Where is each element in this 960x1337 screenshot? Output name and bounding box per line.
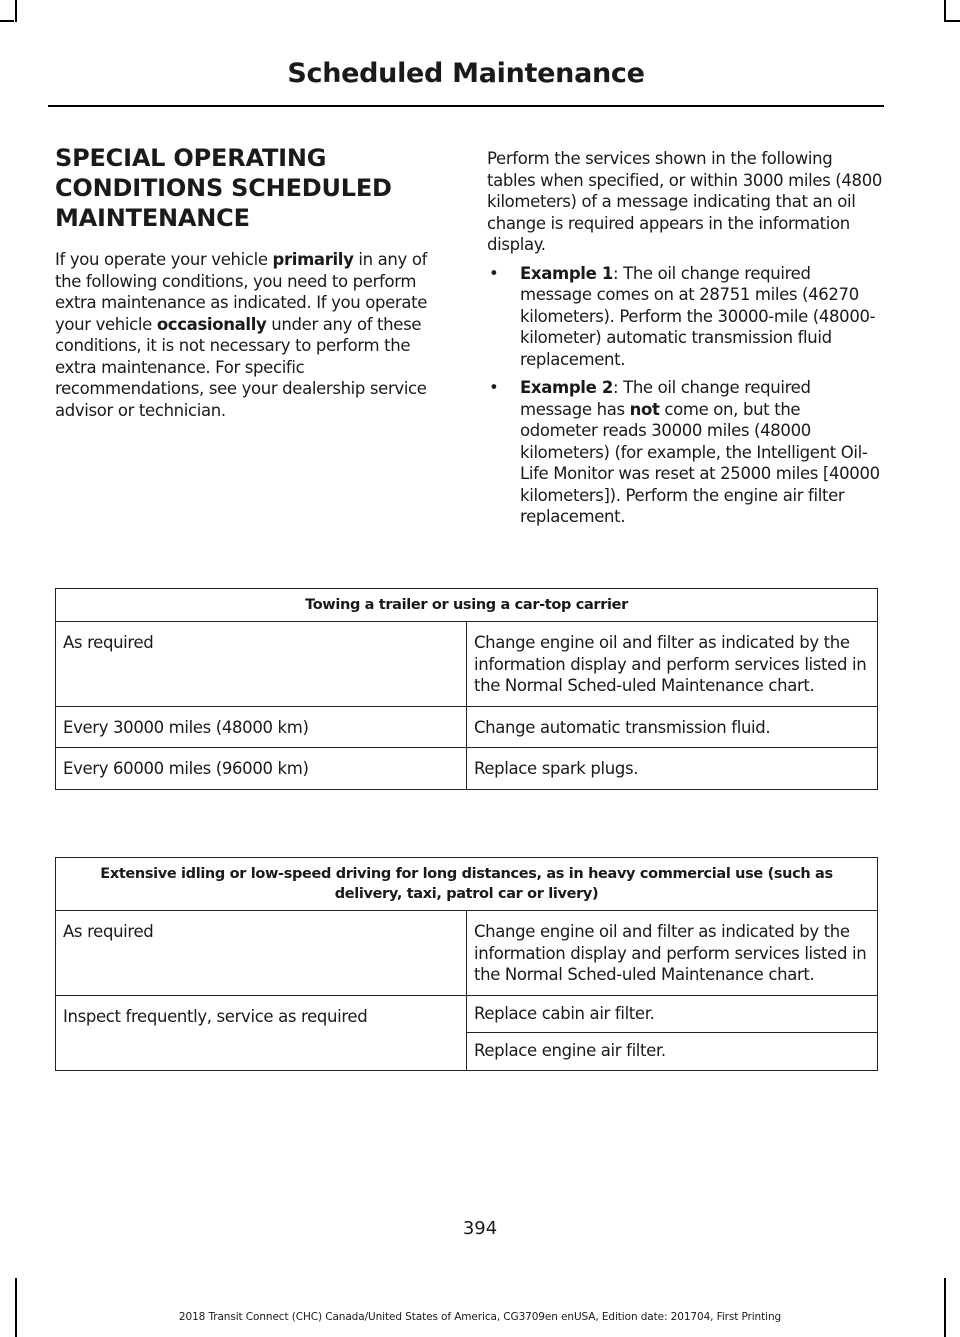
crop-mark-top-right	[944, 0, 946, 22]
emphasis-primarily: primarily	[272, 250, 354, 269]
example-1-label: Example 1	[520, 263, 613, 283]
table-title: Towing a trailer or using a car-top carrier	[56, 589, 878, 622]
page-number: 394	[462, 1218, 498, 1239]
example-1-text: : The oil change required message comes on at 28751 miles (46270 kilometers). Perform the 30000-mile (48000-kilometer) automatic transmission fluid replacement.	[520, 263, 876, 369]
header-rule	[48, 105, 884, 107]
table-row	[56, 748, 878, 790]
action-cell: Replace spark plugs.	[467, 748, 878, 790]
towing-maintenance-table	[55, 588, 878, 790]
table-title: Extensive idling or low-speed driving for long distances, as in heavy commercial use (such as delivery, taxi, patrol car or livery)	[56, 858, 878, 911]
section-heading-line-2: CONDITIONS SCHEDULED	[55, 174, 392, 202]
example-2-label: Example 2	[520, 378, 613, 397]
interval-cell: Every 30000 miles (48000 km)	[56, 706, 467, 748]
section-heading-line-3: MAINTENANCE	[55, 204, 250, 232]
examples-list	[487, 263, 882, 528]
action-cell: Change automatic transmission fluid.	[467, 706, 878, 748]
interval-cell: Inspect frequently, service as required	[56, 995, 467, 1070]
example-2-item: • Example 2: The oil change required message has not come on, but the odometer reads 30000 miles (48000 kilometers) (for example, the Intelligent Oil-Life Monitor was reset at 25000 miles [40000 kilometers]). Perform the engine air filter replacement.	[489, 378, 880, 526]
idling-maintenance-table	[55, 857, 878, 1071]
table-row	[56, 995, 878, 1033]
right-column	[487, 148, 882, 535]
example-1-item	[487, 263, 882, 371]
action-cell: Change engine oil and filter as indicated by the information display and perform services listed in the Normal Sched-uled Maintenance chart.	[467, 622, 878, 707]
crop-mark-bottom-left	[15, 1278, 17, 1337]
table-row	[56, 911, 878, 996]
crop-mark-top-left	[15, 0, 17, 22]
action-cell: Change engine oil and filter as indicated by the information display and perform services listed in the Normal Sched-uled Maintenance chart.	[467, 911, 878, 996]
emphasis-not: not	[629, 399, 660, 419]
table-row	[56, 706, 878, 748]
section-heading-line-1: SPECIAL OPERATING	[55, 144, 327, 172]
action-cell: Replace cabin air filter.	[467, 995, 878, 1033]
interval-cell: Every 60000 miles (96000 km)	[56, 748, 467, 790]
emphasis-occasionally: occasionally	[156, 314, 267, 334]
page-header-title: Scheduled Maintenance	[287, 58, 645, 89]
section-heading	[55, 143, 450, 233]
interval-cell: As required	[56, 911, 467, 996]
services-paragraph: Perform the services shown in the following tables when specified, or within 3000 miles (4800 kilometers) of a message indicating that an oil change is required appears in the information display.	[487, 149, 882, 254]
bullet-icon: •	[489, 263, 499, 283]
table-row	[56, 622, 878, 707]
bullet-icon: •	[489, 378, 499, 397]
interval-cell: As required	[56, 622, 467, 707]
crop-mark-left-top	[0, 20, 14, 22]
intro-paragraph: If you operate your vehicle primarily in any of the following conditions, you need to perform extra maintenance as indicated. If you operate your vehicle occasionally under any of these conditions, it is not necessary to perform the extra maintenance. For specific recommendations, see your dealership service advisor or technician.	[55, 250, 428, 420]
left-column	[55, 143, 450, 421]
action-cell: Replace engine air filter.	[467, 1033, 878, 1071]
edition-footer: 2018 Transit Connect (CHC) Canada/United States of America, CG3709en enUSA, Edition date: 201704, First Printing	[178, 1311, 782, 1323]
crop-mark-bottom-right	[944, 1278, 946, 1337]
crop-mark-right-top	[946, 20, 960, 22]
